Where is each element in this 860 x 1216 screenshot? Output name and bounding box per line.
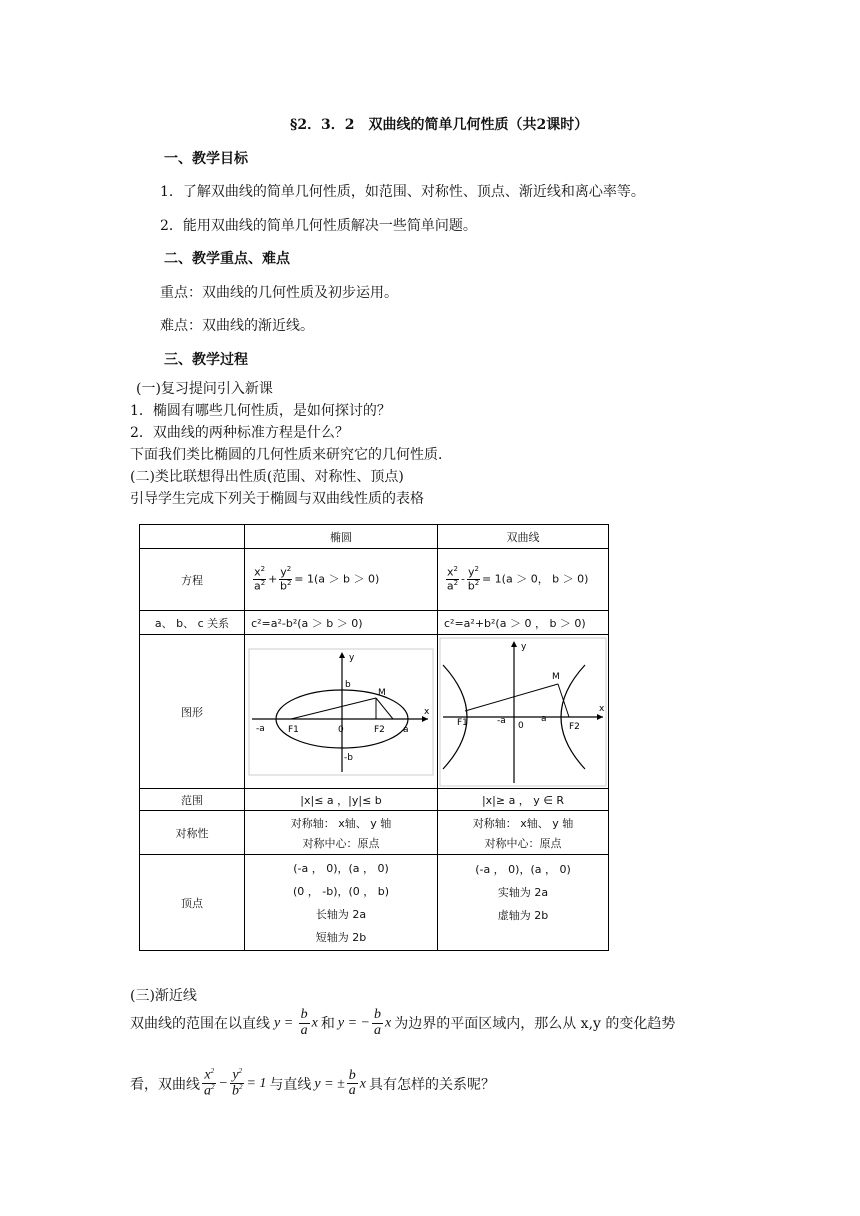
ellipse-label-origin: 0 [338,724,344,735]
para2-part-b: 与直线 [269,1076,312,1093]
asymptote-eq: y = ± $\frac{b}{a}$ x [314,1067,366,1099]
difficulty-point: 难点：双曲线的渐近线。 [160,318,314,334]
header-empty [140,525,245,549]
table-guide: 引导学生完成下列关于椭圆与双曲线性质的表格 [130,491,424,507]
ellipse-equation: $\frac{x^2}{a^2}$ + $\frac{y^2}{b^2}$ = 1(a ＞ b ＞ 0) [245,549,438,611]
ellipse-vertex [245,855,438,951]
ellipse-label-neg-a: -a [256,723,265,734]
row-label-symmetry: 对称性 [140,811,245,855]
header-hyperbola: 双曲线 [438,525,609,549]
hyperbola-eq-inline: $\frac{x^2}{a^2}$ − $\frac{y^2}{b^2}$ = 1 [204,1067,267,1099]
para1-part-a: 双曲线的范围在以直线 [130,1016,270,1033]
section-process: 三、教学过程 [164,352,248,368]
ellipse-label-x: x [424,706,430,717]
row-label-equation: 方程 [140,549,245,611]
row-label-vertex: 顶点 [140,855,245,951]
ellipse-abc: c²=a²-b²(a ＞ b ＞ 0) [245,611,438,635]
hyperbola-equation-tail: = 1(a ＞ 0， b ＞ 0) [481,572,589,586]
ellipse-label-F1: F1 [288,724,299,735]
ellipse-equation-tail: = 1(a ＞ b ＞ 0) [294,572,380,586]
para1-part-b: 和 [320,1016,335,1033]
hyperbola-imag-axis: 虚轴为 2b [497,909,549,922]
hyperbola-figure [439,637,607,787]
para2-part-c: 具有怎样的关系呢？ [368,1076,495,1093]
line-eq-1: y = $\frac{b}{a}$ x [274,1007,318,1038]
hyperbola-sym-axis: 对称轴： x轴、 y 轴 [472,816,574,830]
step-asymptote: (三)渐近线 [130,988,197,1004]
header-ellipse: 椭圆 [245,525,438,549]
ellipse-label-a: a [403,724,409,735]
asymptote-paragraph-1 [130,1008,675,1038]
hyperbola-range: |x|≥ a ， y ∈ R [438,789,609,811]
doc-title: §2．3．2 双曲线的简单几何性质（共2课时） [290,117,589,133]
para1-part-c: 为边界的平面区域内，那么从 x,y 的变化趋势 [394,1016,676,1033]
ellipse-minor-axis: 短轴为 2b [315,931,367,944]
ellipse-symmetry [245,811,438,855]
ellipse-figure-cell [245,635,438,789]
goal-2: 2．能用双曲线的简单几何性质解决一些简单问题。 [160,218,477,234]
property-table [139,524,609,951]
hyperbola-vertex-1: (-a ， 0)，(a ， 0) [475,863,571,876]
line-eq-2: y = − $\frac{b}{a}$ x [337,1007,392,1038]
question-3: 下面我们类比椭圆的几何性质来研究它的几何性质． [130,447,452,463]
ellipse-sym-axis: 对称轴： x轴、 y 轴 [290,816,392,830]
ellipse-range: |x|≤ a ，|y|≤ b [245,789,438,811]
hyperbola-label-x: x [599,703,605,714]
question-1: 1．椭圆有哪些几何性质，是如何探讨的？ [130,403,391,419]
ellipse-label-b: b [345,679,351,690]
hyperbola-label-y: y [521,641,527,652]
question-2: 2．双曲线的两种标准方程是什么？ [130,425,349,441]
ellipse-vertex-1: (-a ， 0)，(a ， 0) [293,862,389,875]
hyperbola-label-origin: 0 [518,720,524,731]
hyperbola-equation: $\frac{x^2}{a^2}$ - $\frac{y^2}{b^2}$ = 1(a ＞ 0， b ＞ 0) [438,549,609,611]
step-review: (一)复习提问引入新课 [136,381,273,397]
hyperbola-sym-center: 对称中心：原点 [484,836,562,850]
step-analogy: (二)类比联想得出性质(范围、对称性、顶点) [130,469,404,485]
goal-1: 1．了解双曲线的简单几何性质，如范围、对称性、顶点、渐近线和离心率等。 [160,184,645,200]
ellipse-vertex-2: (0 ， -b)，(0 ， b) [292,885,390,898]
ellipse-sym-center: 对称中心：原点 [302,836,380,850]
section-goals: 一、教学目标 [164,151,248,167]
ellipse-label-F2: F2 [374,724,385,735]
hyperbola-label-F2: F2 [569,721,580,732]
hyperbola-vertex [438,855,609,951]
para2-part-a: 看，双曲线 [130,1076,200,1093]
hyperbola-label-F1: F1 [457,717,468,728]
hyperbola-label-M: M [552,671,560,682]
section-key-points: 二、教学重点、难点 [164,251,290,267]
hyperbola-figure-cell [438,635,609,789]
ellipse-figure [248,648,434,776]
row-label-range: 范围 [140,789,245,811]
ellipse-label-neg-b: -b [344,752,353,763]
key-point: 重点：双曲线的几何性质及初步运用。 [160,285,398,301]
ellipse-label-M: M [378,687,386,698]
hyperbola-symmetry [438,811,609,855]
hyperbola-label-neg-a: -a [497,715,506,726]
row-label-figure: 图形 [140,635,245,789]
ellipse-label-y: y [349,652,355,663]
hyperbola-label-a: a [541,713,547,724]
ellipse-major-axis: 长轴为 2a [315,908,367,921]
hyperbola-real-axis: 实轴为 2a [497,886,549,899]
asymptote-paragraph-2 [130,1068,495,1100]
hyperbola-abc: c²=a²+b²(a ＞ 0 ， b ＞ 0) [438,611,609,635]
row-label-abc: a、 b、 c 关系 [140,611,245,635]
